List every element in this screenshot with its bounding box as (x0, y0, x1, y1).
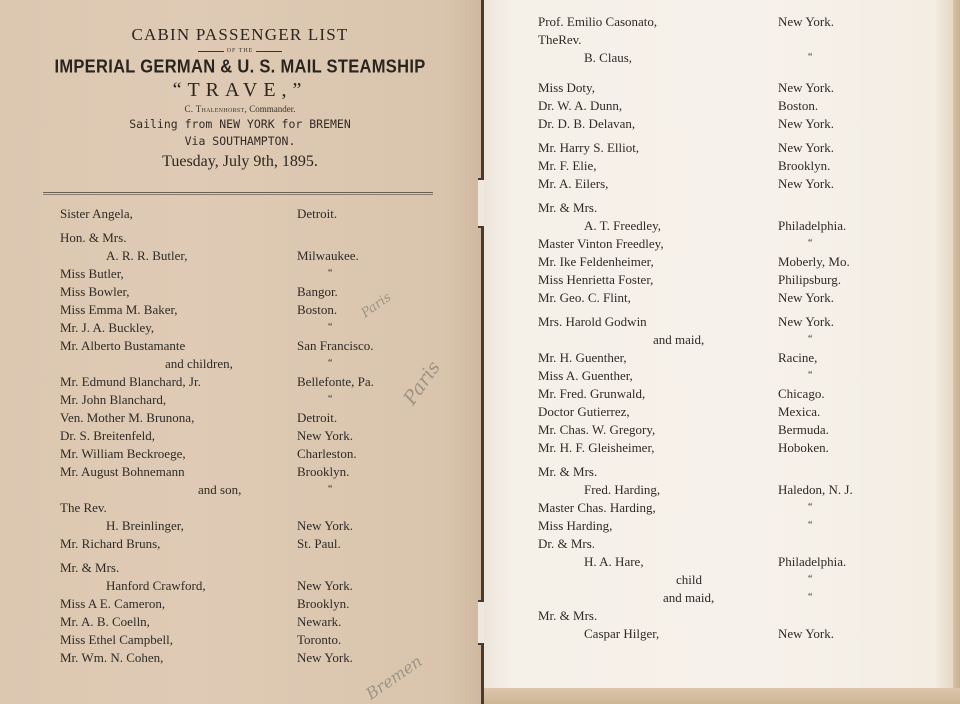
passenger-row (60, 577, 460, 595)
divider (198, 51, 224, 52)
residence: New York. (297, 578, 353, 593)
passenger-name: Miss Bowler, (60, 284, 130, 299)
passenger-name: Miss Emma M. Baker, (60, 302, 178, 317)
passenger-name: Master Vinton Freedley, (538, 236, 664, 251)
passenger-name: Ven. Mother M. Brunona, (60, 410, 195, 425)
passenger-row (538, 115, 938, 133)
passenger-row (60, 481, 460, 499)
passenger-row (538, 253, 938, 271)
passenger-name: Miss Henrietta Foster, (538, 272, 654, 287)
residence: New York. (778, 116, 834, 131)
passenger-row (538, 421, 938, 439)
passenger-row (538, 271, 938, 289)
passenger-name: Mr. Richard Bruns, (60, 536, 161, 551)
passenger-row (538, 175, 938, 193)
page-edge (953, 0, 960, 704)
passenger-name: Hanford Crawford, (106, 578, 206, 593)
passenger-name: H. A. Hare, (584, 554, 644, 569)
passenger-row (60, 427, 460, 445)
passenger-row (60, 631, 460, 649)
passenger-row (538, 157, 938, 175)
residence: Bangor. (297, 284, 338, 299)
ditto-mark: “ (328, 358, 333, 369)
passenger-row (538, 463, 938, 481)
passenger-name: Mr. A. Eilers, (538, 176, 609, 191)
ship-name: “TRAVE,” (172, 79, 308, 101)
passenger-row (538, 403, 938, 421)
passenger-row (538, 349, 938, 367)
passenger-row (60, 265, 460, 283)
passenger-row (60, 283, 460, 301)
residence: Toronto. (297, 632, 342, 647)
residence: Newark. (297, 614, 342, 629)
residence: New York. (778, 140, 834, 155)
ditto-mark: “ (808, 592, 813, 603)
passenger-row (60, 301, 460, 319)
ditto-mark: “ (808, 334, 813, 345)
divider (256, 51, 282, 52)
passenger-row (538, 607, 938, 625)
passenger-row (538, 571, 938, 589)
passenger-row (538, 553, 938, 571)
sailing-route: Sailing from NEW YORK for BREMEN (129, 117, 351, 131)
passenger-row (538, 49, 938, 73)
passenger-name: B. Claus, (584, 50, 633, 65)
header-double-rule (43, 192, 433, 195)
residence: San Francisco. (297, 338, 374, 353)
residence: Detroit. (297, 206, 338, 221)
passenger-name: TheRev. (538, 32, 582, 47)
passenger-name: Miss Butler, (60, 266, 124, 281)
residence: New York. (778, 314, 834, 329)
passenger-row (60, 535, 460, 553)
passenger-name: Caspar Hilger, (584, 626, 660, 641)
residence: New York. (297, 518, 353, 533)
passenger-name: Mr. Harry S. Elliot, (538, 140, 640, 155)
passenger-name: Miss A. Guenther, (538, 368, 633, 383)
passenger-row (538, 139, 938, 157)
binding-stitch (478, 600, 484, 645)
residence: Detroit. (297, 410, 338, 425)
passenger-name: A. R. R. Butler, (106, 248, 188, 263)
passenger-name: Mr. Ike Feldenheimer, (538, 254, 654, 269)
page-bottom-edge (483, 688, 960, 704)
ditto-mark: “ (328, 268, 333, 279)
residence: Philadelphia. (778, 554, 847, 569)
passenger-row (538, 313, 938, 331)
passenger-name: Mr. H. Guenther, (538, 350, 627, 365)
passenger-row (538, 589, 938, 607)
passenger-name: Mr. & Mrs. (538, 464, 598, 479)
passenger-row (538, 499, 938, 517)
ditto-mark: “ (808, 370, 813, 381)
passenger-name: Mr. & Mrs. (60, 560, 120, 575)
passenger-name: Mr. Alberto Bustamante (60, 338, 186, 353)
passenger-name: Dr. & Mrs. (538, 536, 596, 551)
passenger-name: Mr. Fred. Grunwald, (538, 386, 646, 401)
passenger-name: Dr. S. Breitenfeld, (60, 428, 155, 443)
binding-gutter (481, 0, 484, 704)
ditto-mark: “ (328, 484, 333, 495)
passenger-row (60, 247, 460, 265)
passenger-name: Miss Ethel Campbell, (60, 632, 174, 647)
passenger-name: Mr. Wm. N. Cohen, (60, 650, 164, 665)
sailing-date: Tuesday, July 9th, 1895. (162, 153, 318, 170)
ditto-mark: “ (808, 502, 813, 513)
passenger-row (60, 517, 460, 535)
passenger-row (538, 235, 938, 253)
ditto-mark: “ (808, 574, 813, 585)
passenger-name: Miss Harding, (538, 518, 613, 533)
passenger-name: Hon. & Mrs. (60, 230, 127, 245)
commander-name: C. Thalenhorst, (184, 104, 248, 114)
passenger-row (538, 481, 938, 499)
ditto-mark: “ (328, 394, 333, 405)
passenger-row (60, 613, 460, 631)
residence: Mexica. (778, 404, 821, 419)
passenger-name: Mr. J. A. Buckley, (60, 320, 155, 335)
pencil-annotation: Paris (358, 289, 395, 322)
residence: New York. (297, 428, 353, 443)
passenger-name: child (676, 572, 702, 587)
passenger-name: Fred. Harding, (584, 482, 661, 497)
passenger-name: Prof. Emilio Casonato, (538, 14, 658, 29)
residence: New York. (778, 290, 834, 305)
residence: Bermuda. (778, 422, 829, 437)
residence: Brooklyn. (778, 158, 831, 173)
commander-line (40, 102, 440, 116)
passenger-row (538, 79, 938, 97)
residence: New York. (778, 626, 834, 641)
passenger-row (538, 367, 938, 385)
residence: Brooklyn. (297, 464, 350, 479)
passenger-name: A. T. Freedley, (584, 218, 662, 233)
residence: St. Paul. (297, 536, 341, 551)
passenger-name: Dr. D. B. Delavan, (538, 116, 636, 131)
passenger-name: Mr. F. Elie, (538, 158, 597, 173)
residence: Bellefonte, Pa. (297, 374, 374, 389)
passenger-row (60, 205, 460, 223)
passenger-name: Mr. A. B. Coelln, (60, 614, 150, 629)
ditto-mark: “ (808, 52, 813, 63)
passenger-row (60, 559, 460, 577)
passenger-name: Miss Doty, (538, 80, 595, 95)
residence: Haledon, N. J. (778, 482, 853, 497)
residence: Boston. (778, 98, 819, 113)
passenger-row (60, 445, 460, 463)
passenger-name: Master Chas. Harding, (538, 500, 656, 515)
residence: Boston. (297, 302, 338, 317)
residence: New York. (778, 80, 834, 95)
passenger-row (538, 439, 938, 457)
residence: Philadelphia. (778, 218, 847, 233)
passenger-row (60, 499, 460, 517)
ditto-mark: “ (328, 322, 333, 333)
ditto-mark: “ (808, 238, 813, 249)
passenger-row (538, 31, 938, 49)
passenger-name: and maid, (653, 332, 705, 347)
passenger-list-left (60, 205, 460, 667)
passenger-row (538, 517, 938, 535)
passenger-name: Mr. Chas. W. Gregory, (538, 422, 656, 437)
company-name: IMPERIAL GERMAN & U. S. MAIL STEAMSHIP (54, 57, 426, 77)
passenger-name: Sister Angela, (60, 206, 133, 221)
passenger-row (538, 199, 938, 217)
of-the-label: OF THE (226, 48, 254, 54)
passenger-name: Mr. & Mrs. (538, 200, 598, 215)
passenger-list-right (538, 13, 938, 643)
pencil-annotation: Bremen (362, 651, 426, 704)
pencil-annotation: Paris (399, 356, 445, 410)
passenger-row (60, 337, 460, 355)
ditto-mark: “ (808, 520, 813, 531)
binding-stitch (478, 178, 484, 228)
passenger-row (538, 625, 938, 643)
passenger-row (538, 331, 938, 349)
residence: Hoboken. (778, 440, 829, 455)
residence: Charleston. (297, 446, 357, 461)
passenger-name: Miss A E. Cameron, (60, 596, 166, 611)
residence: Moberly, Mo. (778, 254, 850, 269)
passenger-row (60, 463, 460, 481)
passenger-name: Mr. August Bohnemann (60, 464, 185, 479)
passenger-name: Mr. William Beckroege, (60, 446, 186, 461)
passenger-name: and son, (198, 482, 242, 497)
residence: Chicago. (778, 386, 825, 401)
passenger-row (60, 373, 460, 391)
passenger-name: Dr. W. A. Dunn, (538, 98, 623, 113)
passenger-row (538, 97, 938, 115)
passenger-name: H. Breinlinger, (106, 518, 184, 533)
passenger-name: Mr. & Mrs. (538, 608, 598, 623)
passenger-name: Mr. Edmund Blanchard, Jr. (60, 374, 201, 389)
residence: Brooklyn. (297, 596, 350, 611)
document-title: CABIN PASSENGER LIST (131, 25, 349, 44)
passenger-row (538, 289, 938, 307)
passenger-name: Mr. Geo. C. Flint, (538, 290, 631, 305)
residence: Philipsburg. (778, 272, 841, 287)
passenger-name: Mr. H. F. Gleisheimer, (538, 440, 655, 455)
passenger-row (60, 595, 460, 613)
passenger-row (60, 409, 460, 427)
sailing-via: Via SOUTHAMPTON. (184, 134, 296, 148)
passenger-name: Doctor Gutierrez, (538, 404, 630, 419)
residence: New York. (778, 14, 834, 29)
passenger-row (538, 217, 938, 235)
passenger-name: The Rev. (60, 500, 107, 515)
passenger-name: and children, (165, 356, 233, 371)
passenger-row (60, 319, 460, 337)
passenger-name: Mrs. Harold Godwin (538, 314, 647, 329)
commander-title: Commander. (249, 104, 296, 114)
residence: Racine, (778, 350, 818, 365)
passenger-row (538, 535, 938, 553)
passenger-row (538, 13, 938, 31)
passenger-name: Mr. John Blanchard, (60, 392, 167, 407)
residence: Milwaukee. (297, 248, 359, 263)
list-header (40, 24, 440, 173)
residence: New York. (778, 176, 834, 191)
passenger-name: and maid, (663, 590, 715, 605)
passenger-row (60, 229, 460, 247)
passenger-row (60, 355, 460, 373)
residence: New York. (297, 650, 353, 665)
passenger-row (538, 385, 938, 403)
